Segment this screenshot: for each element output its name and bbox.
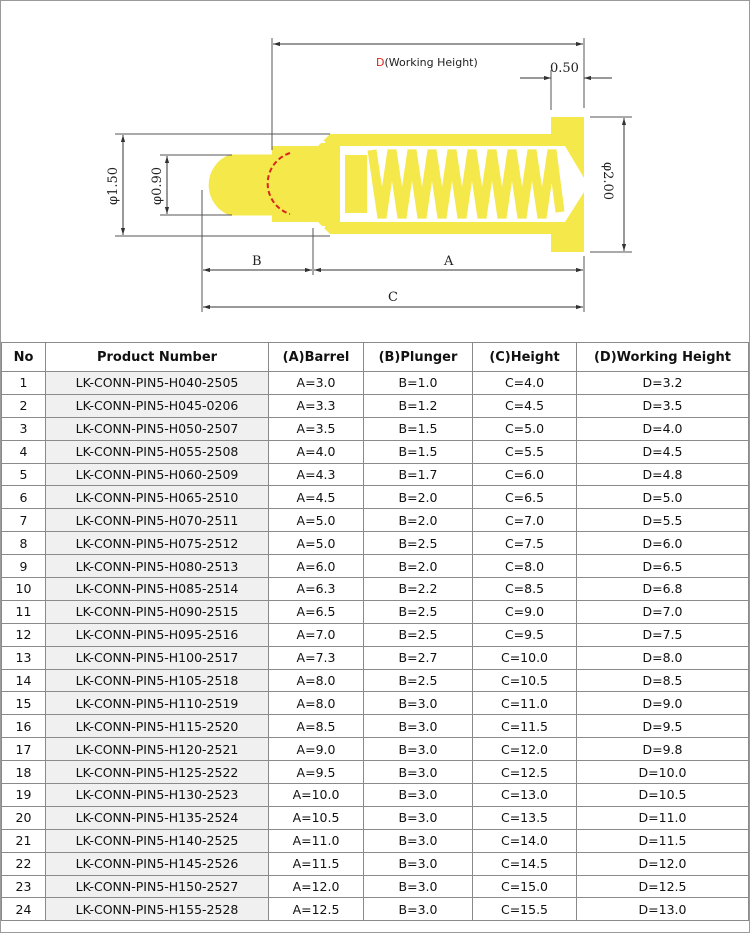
table-row bbox=[2, 532, 749, 555]
cell-barrel: A=9.0 bbox=[269, 738, 364, 761]
dim-200-label: φ2.00 bbox=[600, 162, 615, 201]
cell-working-height: D=10.0 bbox=[577, 761, 749, 784]
table-row bbox=[2, 646, 749, 669]
cell-barrel: A=12.5 bbox=[269, 898, 364, 921]
cell-product-number: LK-CONN-PIN5-H120-2521 bbox=[46, 738, 269, 761]
cell-plunger: B=2.5 bbox=[364, 532, 473, 555]
d-working-height-label: D(Working Height) bbox=[376, 56, 478, 69]
cell-plunger: B=3.0 bbox=[364, 692, 473, 715]
table-row bbox=[2, 486, 749, 509]
dim-c-label: C bbox=[388, 290, 398, 305]
cell-height: C=5.5 bbox=[473, 440, 577, 463]
cell-no: 22 bbox=[2, 852, 46, 875]
cell-height: C=11.5 bbox=[473, 715, 577, 738]
dim-a-label: A bbox=[444, 254, 454, 269]
cell-barrel: A=10.5 bbox=[269, 806, 364, 829]
cell-no: 7 bbox=[2, 509, 46, 532]
cell-height: C=9.0 bbox=[473, 600, 577, 623]
header-product-number: Product Number bbox=[46, 343, 269, 372]
cell-product-number: LK-CONN-PIN5-H105-2518 bbox=[46, 669, 269, 692]
cell-working-height: D=3.5 bbox=[577, 394, 749, 417]
cell-barrel: A=8.0 bbox=[269, 692, 364, 715]
cell-height: C=12.0 bbox=[473, 738, 577, 761]
cell-barrel: A=4.5 bbox=[269, 486, 364, 509]
cell-no: 21 bbox=[2, 829, 46, 852]
header-barrel: (A)Barrel bbox=[269, 343, 364, 372]
table-row bbox=[2, 509, 749, 532]
cell-barrel: A=5.0 bbox=[269, 509, 364, 532]
cell-plunger: B=3.0 bbox=[364, 784, 473, 807]
cell-product-number: LK-CONN-PIN5-H080-2513 bbox=[46, 555, 269, 578]
cell-product-number: LK-CONN-PIN5-H150-2527 bbox=[46, 875, 269, 898]
table-row bbox=[2, 715, 749, 738]
cell-product-number: LK-CONN-PIN5-H130-2523 bbox=[46, 784, 269, 807]
cell-barrel: A=7.0 bbox=[269, 623, 364, 646]
cell-height: C=7.5 bbox=[473, 532, 577, 555]
cell-no: 10 bbox=[2, 578, 46, 601]
cell-height: C=12.5 bbox=[473, 761, 577, 784]
cell-product-number: LK-CONN-PIN5-H040-2505 bbox=[46, 372, 269, 395]
table-row bbox=[2, 898, 749, 921]
cell-working-height: D=6.0 bbox=[577, 532, 749, 555]
cell-working-height: D=11.5 bbox=[577, 829, 749, 852]
cell-plunger: B=2.2 bbox=[364, 578, 473, 601]
cell-height: C=4.5 bbox=[473, 394, 577, 417]
cell-height: C=14.0 bbox=[473, 829, 577, 852]
cell-plunger: B=3.0 bbox=[364, 715, 473, 738]
table-row bbox=[2, 806, 749, 829]
cell-no: 20 bbox=[2, 806, 46, 829]
header-height: (C)Height bbox=[473, 343, 577, 372]
cell-product-number: LK-CONN-PIN5-H140-2525 bbox=[46, 829, 269, 852]
cell-no: 19 bbox=[2, 784, 46, 807]
cell-product-number: LK-CONN-PIN5-H085-2514 bbox=[46, 578, 269, 601]
cell-product-number: LK-CONN-PIN5-H075-2512 bbox=[46, 532, 269, 555]
cell-no: 3 bbox=[2, 417, 46, 440]
table-row bbox=[2, 669, 749, 692]
cell-barrel: A=10.0 bbox=[269, 784, 364, 807]
cell-product-number: LK-CONN-PIN5-H060-2509 bbox=[46, 463, 269, 486]
cell-plunger: B=3.0 bbox=[364, 852, 473, 875]
cell-barrel: A=8.0 bbox=[269, 669, 364, 692]
cell-barrel: A=4.0 bbox=[269, 440, 364, 463]
table-row bbox=[2, 394, 749, 417]
cell-working-height: D=6.5 bbox=[577, 555, 749, 578]
dim-150-label: φ1.50 bbox=[106, 166, 121, 205]
cell-plunger: B=1.5 bbox=[364, 440, 473, 463]
cell-no: 6 bbox=[2, 486, 46, 509]
cell-working-height: D=6.8 bbox=[577, 578, 749, 601]
cell-plunger: B=2.0 bbox=[364, 509, 473, 532]
dim-050-label: 0.50 bbox=[550, 61, 579, 76]
table-row bbox=[2, 692, 749, 715]
spec-table bbox=[1, 342, 749, 921]
table-row bbox=[2, 463, 749, 486]
cell-plunger: B=3.0 bbox=[364, 761, 473, 784]
cell-height: C=8.5 bbox=[473, 578, 577, 601]
cell-plunger: B=2.5 bbox=[364, 669, 473, 692]
table-row bbox=[2, 623, 749, 646]
cell-plunger: B=3.0 bbox=[364, 806, 473, 829]
cell-plunger: B=2.5 bbox=[364, 623, 473, 646]
cell-product-number: LK-CONN-PIN5-H090-2515 bbox=[46, 600, 269, 623]
cell-height: C=15.0 bbox=[473, 875, 577, 898]
cell-product-number: LK-CONN-PIN5-H095-2516 bbox=[46, 623, 269, 646]
cell-plunger: B=1.7 bbox=[364, 463, 473, 486]
cell-product-number: LK-CONN-PIN5-H065-2510 bbox=[46, 486, 269, 509]
table-row bbox=[2, 417, 749, 440]
cell-working-height: D=4.5 bbox=[577, 440, 749, 463]
cell-working-height: D=7.5 bbox=[577, 623, 749, 646]
cell-barrel: A=3.3 bbox=[269, 394, 364, 417]
cell-product-number: LK-CONN-PIN5-H115-2520 bbox=[46, 715, 269, 738]
cell-plunger: B=2.5 bbox=[364, 600, 473, 623]
cell-plunger: B=2.0 bbox=[364, 486, 473, 509]
cell-barrel: A=9.5 bbox=[269, 761, 364, 784]
cell-no: 12 bbox=[2, 623, 46, 646]
cell-barrel: A=3.5 bbox=[269, 417, 364, 440]
cell-working-height: D=3.2 bbox=[577, 372, 749, 395]
cell-working-height: D=12.0 bbox=[577, 852, 749, 875]
cell-working-height: D=4.0 bbox=[577, 417, 749, 440]
cell-product-number: LK-CONN-PIN5-H100-2517 bbox=[46, 646, 269, 669]
table-row bbox=[2, 372, 749, 395]
cell-plunger: B=1.5 bbox=[364, 417, 473, 440]
dim-090-label: φ0.90 bbox=[150, 166, 165, 205]
cell-working-height: D=4.8 bbox=[577, 463, 749, 486]
cell-product-number: LK-CONN-PIN5-H135-2524 bbox=[46, 806, 269, 829]
cell-height: C=14.5 bbox=[473, 852, 577, 875]
table-row bbox=[2, 784, 749, 807]
cell-height: C=4.0 bbox=[473, 372, 577, 395]
cell-no: 11 bbox=[2, 600, 46, 623]
header-working-height: (D)Working Height bbox=[577, 343, 749, 372]
cell-product-number: LK-CONN-PIN5-H050-2507 bbox=[46, 417, 269, 440]
cell-height: C=9.5 bbox=[473, 623, 577, 646]
table-body bbox=[2, 372, 749, 921]
cell-plunger: B=3.0 bbox=[364, 898, 473, 921]
cell-height: C=6.0 bbox=[473, 463, 577, 486]
cell-plunger: B=1.0 bbox=[364, 372, 473, 395]
cell-product-number: LK-CONN-PIN5-H055-2508 bbox=[46, 440, 269, 463]
cell-height: C=6.5 bbox=[473, 486, 577, 509]
cell-barrel: A=7.3 bbox=[269, 646, 364, 669]
cell-height: C=15.5 bbox=[473, 898, 577, 921]
cell-plunger: B=3.0 bbox=[364, 829, 473, 852]
table-row bbox=[2, 738, 749, 761]
table-row bbox=[2, 761, 749, 784]
cell-barrel: A=12.0 bbox=[269, 875, 364, 898]
cell-barrel: A=11.0 bbox=[269, 829, 364, 852]
cell-no: 8 bbox=[2, 532, 46, 555]
cell-no: 24 bbox=[2, 898, 46, 921]
pin-body bbox=[209, 117, 584, 252]
cell-working-height: D=11.0 bbox=[577, 806, 749, 829]
cell-plunger: B=2.7 bbox=[364, 646, 473, 669]
cell-no: 5 bbox=[2, 463, 46, 486]
table-row bbox=[2, 440, 749, 463]
header-plunger: (B)Plunger bbox=[364, 343, 473, 372]
cell-working-height: D=13.0 bbox=[577, 898, 749, 921]
cell-no: 17 bbox=[2, 738, 46, 761]
cell-no: 4 bbox=[2, 440, 46, 463]
cell-product-number: LK-CONN-PIN5-H110-2519 bbox=[46, 692, 269, 715]
cell-product-number: LK-CONN-PIN5-H070-2511 bbox=[46, 509, 269, 532]
cell-no: 14 bbox=[2, 669, 46, 692]
table-row bbox=[2, 600, 749, 623]
table-row bbox=[2, 555, 749, 578]
table-row bbox=[2, 875, 749, 898]
cell-working-height: D=12.5 bbox=[577, 875, 749, 898]
cell-working-height: D=9.8 bbox=[577, 738, 749, 761]
cell-barrel: A=11.5 bbox=[269, 852, 364, 875]
cell-height: C=7.0 bbox=[473, 509, 577, 532]
cell-product-number: LK-CONN-PIN5-H125-2522 bbox=[46, 761, 269, 784]
cell-plunger: B=3.0 bbox=[364, 738, 473, 761]
cell-height: C=10.0 bbox=[473, 646, 577, 669]
cell-barrel: A=3.0 bbox=[269, 372, 364, 395]
cell-no: 16 bbox=[2, 715, 46, 738]
dim-b-label: B bbox=[252, 254, 262, 269]
cell-working-height: D=5.5 bbox=[577, 509, 749, 532]
cell-height: C=8.0 bbox=[473, 555, 577, 578]
pogo-pin-drawing bbox=[0, 0, 750, 340]
cell-height: C=10.5 bbox=[473, 669, 577, 692]
table-row bbox=[2, 829, 749, 852]
cell-height: C=11.0 bbox=[473, 692, 577, 715]
cell-working-height: D=5.0 bbox=[577, 486, 749, 509]
cell-barrel: A=5.0 bbox=[269, 532, 364, 555]
cell-no: 18 bbox=[2, 761, 46, 784]
cell-barrel: A=8.5 bbox=[269, 715, 364, 738]
cell-working-height: D=8.5 bbox=[577, 669, 749, 692]
cell-barrel: A=6.3 bbox=[269, 578, 364, 601]
cell-no: 13 bbox=[2, 646, 46, 669]
cell-product-number: LK-CONN-PIN5-H155-2528 bbox=[46, 898, 269, 921]
cell-height: C=5.0 bbox=[473, 417, 577, 440]
cell-barrel: A=6.5 bbox=[269, 600, 364, 623]
cell-product-number: LK-CONN-PIN5-H045-0206 bbox=[46, 394, 269, 417]
cell-barrel: A=6.0 bbox=[269, 555, 364, 578]
cell-working-height: D=7.0 bbox=[577, 600, 749, 623]
cell-height: C=13.0 bbox=[473, 784, 577, 807]
cell-no: 23 bbox=[2, 875, 46, 898]
table-row bbox=[2, 852, 749, 875]
table-row bbox=[2, 578, 749, 601]
cell-plunger: B=2.0 bbox=[364, 555, 473, 578]
cell-no: 1 bbox=[2, 372, 46, 395]
cell-no: 2 bbox=[2, 394, 46, 417]
cell-product-number: LK-CONN-PIN5-H145-2526 bbox=[46, 852, 269, 875]
header-no: No bbox=[2, 343, 46, 372]
cell-working-height: D=9.0 bbox=[577, 692, 749, 715]
cell-working-height: D=8.0 bbox=[577, 646, 749, 669]
cell-barrel: A=4.3 bbox=[269, 463, 364, 486]
cell-no: 15 bbox=[2, 692, 46, 715]
cell-working-height: D=9.5 bbox=[577, 715, 749, 738]
spring-seat bbox=[345, 155, 367, 213]
cell-working-height: D=10.5 bbox=[577, 784, 749, 807]
table-header-row bbox=[2, 343, 749, 372]
cell-no: 9 bbox=[2, 555, 46, 578]
cell-plunger: B=3.0 bbox=[364, 875, 473, 898]
cell-plunger: B=1.2 bbox=[364, 394, 473, 417]
cell-height: C=13.5 bbox=[473, 806, 577, 829]
